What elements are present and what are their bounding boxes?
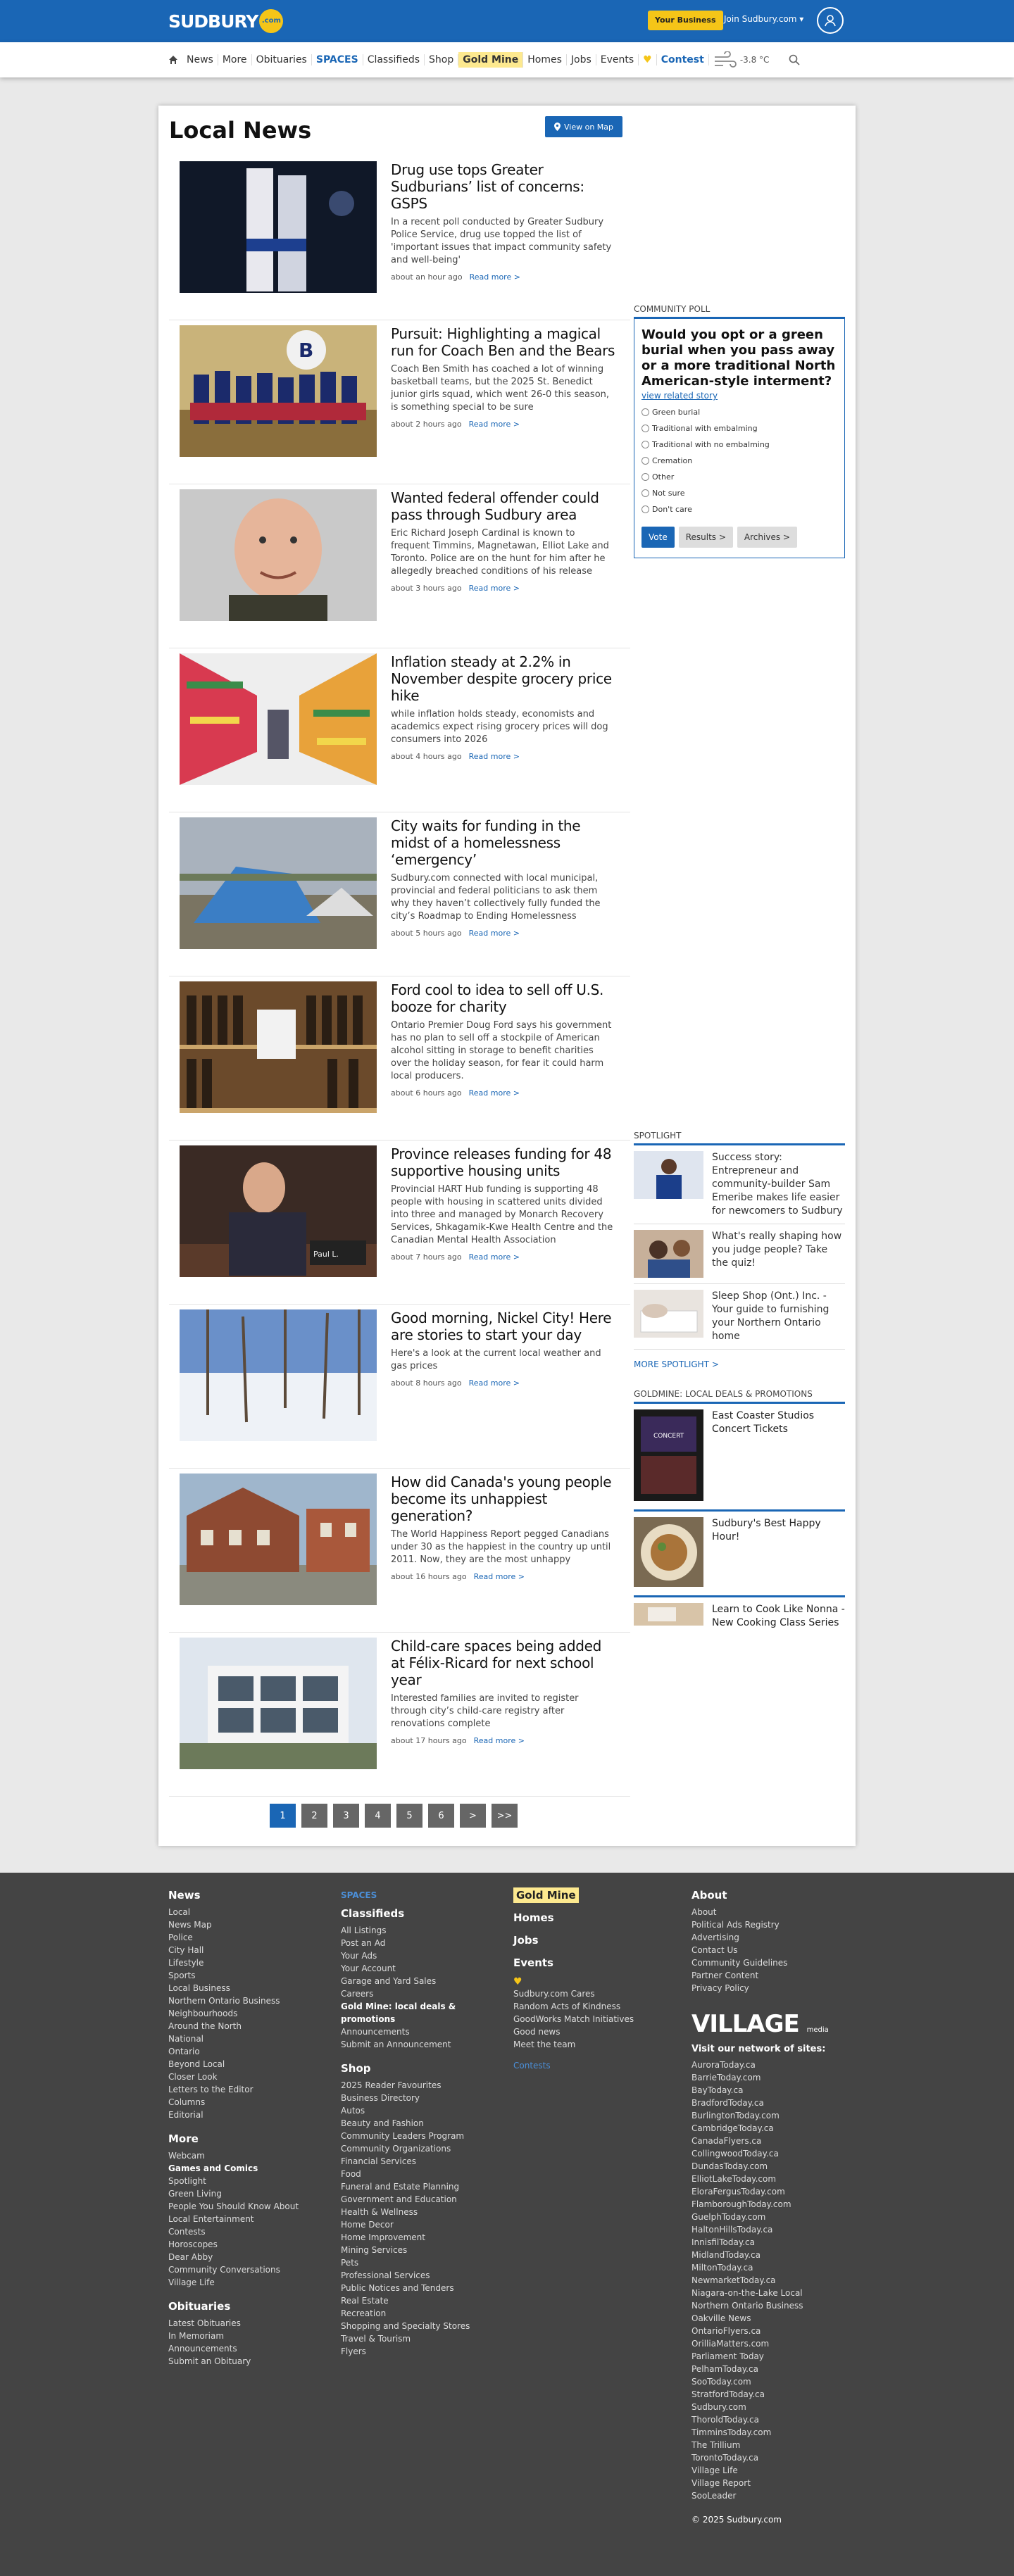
article-thumbnail[interactable] xyxy=(180,817,377,949)
footer-classifieds-link[interactable]: Gold Mine: local deals & promotions xyxy=(341,2002,456,2024)
footer-shop-link[interactable]: Community Leaders Program xyxy=(341,2131,465,2141)
network-site-link[interactable]: StratfordToday.ca xyxy=(691,2389,765,2399)
network-site-link[interactable]: OrilliaMatters.com xyxy=(691,2339,770,2349)
read-more-link[interactable]: Read more > xyxy=(469,272,520,282)
footer-news-link[interactable]: Northern Ontario Business xyxy=(168,1996,280,2006)
article-thumbnail[interactable] xyxy=(180,653,377,785)
network-site-link[interactable]: Oakville News xyxy=(691,2313,751,2323)
footer-shop-heading[interactable]: Shop xyxy=(341,2062,371,2075)
footer-community-link[interactable]: Sudbury.com Cares xyxy=(513,1989,595,1999)
article-thumbnail[interactable] xyxy=(180,1638,377,1769)
network-heading: Visit our network of sites: xyxy=(691,2044,826,2054)
footer-news-link[interactable]: Sports xyxy=(168,1971,196,1980)
footer-obit-link[interactable]: Announcements xyxy=(168,2344,237,2354)
main-nav xyxy=(0,42,1014,77)
article-meta xyxy=(391,1088,616,1098)
article-item[interactable] xyxy=(169,484,630,648)
footer-classifieds-link[interactable]: Post an Ad xyxy=(341,1938,386,1948)
poll-option-label: Not sure xyxy=(652,489,685,498)
footer-shop-link[interactable]: Public Notices and Tenders xyxy=(341,2283,454,2293)
article-title[interactable]: Inflation steady at 2.2% in November despite grocery price hike xyxy=(391,653,612,704)
last-page[interactable]: >> xyxy=(492,1804,518,1828)
poll-option[interactable] xyxy=(641,472,837,482)
goldmine-image[interactable] xyxy=(634,1603,703,1630)
article-time: about 6 hours ago xyxy=(391,1088,462,1098)
footer-obit-heading[interactable]: Obituaries xyxy=(168,2300,231,2313)
footer-shop-link[interactable]: Funeral and Estate Planning xyxy=(341,2182,460,2192)
read-more-link[interactable]: Read more > xyxy=(468,929,520,938)
article-summary: Provincial HART Hub funding is supporting 48 people with housing in scattered units divided into three and managed by Monarch Recovery Services, Shkagamik-Kwe Health Centre and the Canadian Mental Health Association xyxy=(391,1184,613,1245)
footer-obit-link[interactable]: Latest Obituaries xyxy=(168,2318,241,2328)
goldmine-item[interactable] xyxy=(634,1404,845,1512)
footer-homes[interactable]: Homes xyxy=(513,1911,554,1924)
footer-more-link[interactable]: Local Entertainment xyxy=(168,2214,254,2224)
article-summary: Eric Richard Joseph Cardinal is known to frequent Timmins, Magnetawan, Elliot Lake and Toronto. Police are on the hunt for him after he allegedly breached conditions of his release xyxy=(391,528,609,577)
article-time: about 2 hours ago xyxy=(391,420,462,429)
account-button[interactable] xyxy=(817,7,844,34)
footer-col-about xyxy=(691,1889,846,2525)
footer-gold-mine[interactable]: Gold Mine xyxy=(513,1887,579,1903)
article-time: about 17 hours ago xyxy=(391,1736,467,1745)
nav-news[interactable]: News xyxy=(182,54,218,65)
footer-news-link[interactable]: Local Business xyxy=(168,1983,230,1993)
weather-temp: -3.8 °C xyxy=(739,55,770,65)
footer-news-link[interactable]: Editorial xyxy=(168,2110,204,2120)
footer-shop-link[interactable]: Food xyxy=(341,2169,361,2179)
svg-text:CONCERT: CONCERT xyxy=(653,1433,684,1440)
article-meta xyxy=(391,272,616,282)
results-button[interactable]: Results > xyxy=(679,527,733,548)
goldmine-image[interactable] xyxy=(634,1517,703,1590)
goldmine-title[interactable]: East Coaster Studios Concert Tickets xyxy=(712,1410,815,1435)
footer-shop-link[interactable]: Autos xyxy=(341,2106,365,2116)
nav-homes[interactable]: Homes xyxy=(523,54,567,65)
network-site-link[interactable]: ElliotLakeToday.com xyxy=(691,2174,777,2184)
footer-about-heading[interactable]: About xyxy=(691,1889,727,1902)
more-spotlight-link[interactable]: MORE SPOTLIGHT > xyxy=(634,1359,719,1369)
footer-community-link[interactable]: GoodWorks Match Initiatives xyxy=(513,2014,634,2024)
article-time: about an hour ago xyxy=(391,272,463,282)
svg-text:B: B xyxy=(299,339,314,362)
footer-shop-link[interactable]: Recreation xyxy=(341,2308,387,2318)
article-meta xyxy=(391,1736,616,1745)
footer-shop-link[interactable]: Government and Education xyxy=(341,2194,457,2204)
radio-icon[interactable] xyxy=(641,457,649,465)
nav-more[interactable]: More xyxy=(218,54,252,65)
footer-shop-link[interactable]: Home Decor xyxy=(341,2220,394,2230)
article-meta xyxy=(391,752,616,761)
footer-shop-link[interactable]: Beauty and Fashion xyxy=(341,2118,424,2128)
goldmine-section xyxy=(634,1389,845,1635)
page-4[interactable]: 4 xyxy=(365,1804,391,1828)
read-more-link[interactable]: Read more > xyxy=(468,420,520,429)
footer-col-classifieds xyxy=(341,1889,496,2358)
poll-option-label: Other xyxy=(652,472,675,482)
footer-about-link[interactable]: Political Ads Registry xyxy=(691,1920,780,1930)
network-site-link[interactable]: HaltonHillsToday.ca xyxy=(691,2225,773,2235)
footer-news-link[interactable]: Columns xyxy=(168,2097,206,2107)
footer-shop-link[interactable]: Travel & Tourism xyxy=(341,2334,411,2344)
nav-gold-mine[interactable]: Gold Mine xyxy=(458,52,523,68)
map-pin-icon xyxy=(554,122,561,131)
footer-shop-link[interactable]: Business Directory xyxy=(341,2093,420,2103)
radio-icon[interactable] xyxy=(641,425,649,432)
community-poll xyxy=(634,304,845,558)
article-item[interactable] xyxy=(169,976,630,1141)
footer-more-link[interactable]: Games and Comics xyxy=(168,2163,258,2173)
footer-about-link[interactable]: Contact Us xyxy=(691,1945,738,1955)
article-title[interactable]: Good morning, Nickel City! Here are stories to start your day xyxy=(391,1309,612,1343)
network-site-link[interactable]: GuelphToday.com xyxy=(691,2212,766,2222)
footer-about-link[interactable]: Advertising xyxy=(691,1933,739,1942)
footer-shop-link[interactable]: Health & Wellness xyxy=(341,2207,418,2217)
footer-about-link[interactable]: About xyxy=(691,1907,717,1917)
network-site-link[interactable]: TorontoToday.ca xyxy=(691,2453,759,2463)
content-card xyxy=(158,106,856,1846)
article-summary: Here's a look at the current local weather and gas prices xyxy=(391,1348,601,1371)
article-meta xyxy=(391,584,616,593)
network-site-link[interactable]: MidlandToday.ca xyxy=(691,2250,760,2260)
poll-option[interactable] xyxy=(641,424,837,433)
radio-icon[interactable] xyxy=(641,505,649,513)
footer-news-link[interactable]: Letters to the Editor xyxy=(168,2085,254,2094)
footer-news-link[interactable]: Around the North xyxy=(168,2021,242,2031)
article-thumbnail[interactable] xyxy=(180,981,377,1113)
article-item[interactable] xyxy=(169,648,630,812)
footer-classifieds-link[interactable]: Careers xyxy=(341,1989,374,1999)
heart-icon: ♥ xyxy=(513,1976,522,1987)
network-site-link[interactable]: Niagara-on-the-Lake Local xyxy=(691,2288,803,2298)
article-item[interactable] xyxy=(169,320,630,484)
network-site-link[interactable]: DundasToday.com xyxy=(691,2161,768,2171)
network-site-link[interactable]: InnisfilToday.ca xyxy=(691,2237,755,2247)
read-more-link[interactable]: Read more > xyxy=(468,584,520,593)
your-business-button[interactable]: Your Business xyxy=(648,11,723,30)
footer-news-link[interactable]: City Hall xyxy=(168,1945,204,1955)
radio-icon[interactable] xyxy=(641,473,649,481)
network-site-link[interactable]: NewmarketToday.ca xyxy=(691,2275,776,2285)
goldmine-title[interactable]: Sudbury's Best Happy Hour! xyxy=(712,1518,821,1543)
footer-shop-link[interactable]: Home Improvement xyxy=(341,2232,425,2242)
page-title: Local News xyxy=(169,117,312,144)
footer-community-link[interactable]: Random Acts of Kindness xyxy=(513,2002,621,2011)
article-meta xyxy=(391,1572,616,1581)
article-summary: In a recent poll conducted by Greater Sudbury Police Service, drug use topped the list of 'important issues that impact community safety and well-being' xyxy=(391,217,612,265)
footer-news-link[interactable]: Local xyxy=(168,1907,191,1917)
footer-more-link[interactable]: Webcam xyxy=(168,2151,205,2161)
heart-icon[interactable]: ♥ xyxy=(639,54,657,65)
footer-shop-link[interactable]: Real Estate xyxy=(341,2296,389,2306)
article-summary: while inflation holds steady, economists and academics expect rising grocery prices will dog consumers into 2026 xyxy=(391,709,608,745)
article-meta xyxy=(391,420,616,429)
poll-option[interactable] xyxy=(641,505,837,514)
footer-more-link[interactable]: Village Life xyxy=(168,2277,215,2287)
article-title[interactable]: How did Canada's young people become its unhappiest generation? xyxy=(391,1474,612,1524)
page-6[interactable]: 6 xyxy=(428,1804,454,1828)
footer-classifieds-link[interactable]: Your Ads xyxy=(341,1951,377,1961)
page-5[interactable]: 5 xyxy=(396,1804,423,1828)
goldmine-heading: GOLDMINE: LOCAL DEALS & PROMOTIONS xyxy=(634,1389,845,1404)
article-time: about 16 hours ago xyxy=(391,1572,467,1581)
footer-classifieds-link[interactable]: All Listings xyxy=(341,1925,387,1935)
article-meta xyxy=(391,1378,616,1388)
article-meta xyxy=(391,1252,616,1262)
nav-contest[interactable]: Contest xyxy=(657,54,709,65)
article-summary: The World Happiness Report pegged Canadians under 30 as the happiest in the country up until 2011. Now, they are the most unhappy xyxy=(391,1529,611,1565)
network-site-link[interactable]: FlamboroughToday.com xyxy=(691,2199,791,2209)
spotlight-image[interactable] xyxy=(634,1290,703,1338)
next-page[interactable]: > xyxy=(460,1804,486,1828)
join-link[interactable]: Join Sudbury.com ▾ xyxy=(724,14,804,24)
spotlight-item[interactable] xyxy=(634,1284,845,1350)
footer-more-link[interactable]: Dear Abby xyxy=(168,2252,213,2262)
network-site-link[interactable]: Sudbury.com xyxy=(691,2402,746,2412)
village-logo-sub: media xyxy=(806,2026,829,2034)
network-site-link[interactable]: OntarioFlyers.ca xyxy=(691,2326,761,2336)
read-more-link[interactable]: Read more > xyxy=(468,752,520,761)
poll-option-label: Cremation xyxy=(652,456,693,465)
read-more-link[interactable]: Read more > xyxy=(468,1378,520,1388)
wind-icon xyxy=(713,51,737,68)
nav-classifieds[interactable]: Classifieds xyxy=(363,54,425,65)
article-title[interactable]: Drug use tops Greater Sudburians’ list of concerns: GSPS xyxy=(391,161,584,212)
spotlight-title[interactable]: Success story: Entrepreneur and community-builder Sam Emeribe makes life easier for newcomers to Sudbury xyxy=(712,1152,843,1217)
page-1[interactable]: 1 xyxy=(270,1804,296,1828)
network-site-link[interactable]: Village Report xyxy=(691,2478,751,2488)
network-site-link[interactable]: BurlingtonToday.com xyxy=(691,2111,780,2121)
read-more-link[interactable]: Read more > xyxy=(473,1736,525,1745)
footer-about-link[interactable]: Community Guidelines xyxy=(691,1958,788,1968)
article-thumbnail[interactable] xyxy=(180,1145,377,1277)
footer-jobs[interactable]: Jobs xyxy=(513,1934,539,1947)
page-2[interactable]: 2 xyxy=(301,1804,327,1828)
footer-shop-link[interactable]: Flyers xyxy=(341,2346,366,2356)
spotlight-heading: SPOTLIGHT xyxy=(634,1131,845,1145)
network-site-link[interactable]: AuroraToday.ca xyxy=(691,2060,756,2070)
spotlight-section xyxy=(634,1131,845,1369)
article-time: about 8 hours ago xyxy=(391,1378,462,1388)
footer-news-link[interactable]: National xyxy=(168,2034,204,2044)
article-time: about 5 hours ago xyxy=(391,929,462,938)
footer-community-link[interactable]: Good news xyxy=(513,2027,561,2037)
footer-news-link[interactable]: Police xyxy=(168,1933,193,1942)
village-logo-text: VILLAGE xyxy=(691,2010,799,2038)
article-title[interactable]: Province releases funding for 48 supportive housing units xyxy=(391,1145,612,1179)
article-summary: Ontario Premier Doug Ford says his government has no plan to sell off a stockpile of American alcohol sitting in storage to benefit charities over the holiday season, for fear it could harm local producers. xyxy=(391,1020,612,1081)
goldmine-title[interactable]: Learn to Cook Like Nonna - New Cooking Class Series xyxy=(712,1604,845,1628)
network-site-link[interactable]: CanadaFlyers.ca xyxy=(691,2136,762,2146)
footer-news-link[interactable]: News Map xyxy=(168,1920,212,1930)
poll-option[interactable] xyxy=(641,408,837,417)
poll-option-label: Green burial xyxy=(652,408,701,417)
poll-heading: COMMUNITY POLL xyxy=(634,304,845,319)
article-list xyxy=(169,156,630,1797)
network-site-link[interactable]: SooLeader xyxy=(691,2491,737,2501)
network-site-link[interactable]: PelhamToday.ca xyxy=(691,2364,758,2374)
poll-option[interactable] xyxy=(641,456,837,465)
footer-news-link[interactable]: Ontario xyxy=(168,2047,200,2056)
spotlight-image[interactable] xyxy=(634,1151,703,1199)
network-site-link[interactable]: BayToday.ca xyxy=(691,2085,744,2095)
footer-contests[interactable]: Contests xyxy=(513,2061,551,2071)
footer-spaces[interactable]: SPACES xyxy=(341,1890,377,1900)
article-item[interactable] xyxy=(169,156,630,320)
related-story-link[interactable]: view related story xyxy=(641,391,718,401)
site-footer xyxy=(0,1873,1014,2576)
article-item[interactable] xyxy=(169,812,630,976)
footer-shop-link[interactable]: 2025 Reader Favourites xyxy=(341,2080,442,2090)
footer-col-goldmine xyxy=(513,1889,668,2072)
logo-badge: .com xyxy=(259,9,283,33)
footer-more-link[interactable]: Horoscopes xyxy=(168,2239,218,2249)
network-site-link[interactable]: BarrieToday.com xyxy=(691,2073,761,2082)
goldmine-image[interactable] xyxy=(634,1409,703,1504)
footer-more-link[interactable]: People You Should Know About xyxy=(168,2201,299,2211)
nav-obituaries[interactable]: Obituaries xyxy=(252,54,312,65)
footer-community-link[interactable]: Meet the team xyxy=(513,2040,576,2049)
footer-news-link[interactable]: Neighbourhoods xyxy=(168,2009,238,2018)
article-time: about 4 hours ago xyxy=(391,752,462,761)
footer-shop-link[interactable]: Shopping and Specialty Stores xyxy=(341,2321,470,2331)
view-on-map-label: View on Map xyxy=(563,122,613,132)
radio-icon[interactable] xyxy=(641,408,649,416)
poll-option[interactable] xyxy=(641,489,837,498)
footer-about-link[interactable]: Privacy Policy xyxy=(691,1983,749,1993)
read-more-link[interactable]: Read more > xyxy=(468,1252,520,1262)
poll-option-label: Don't care xyxy=(652,505,692,514)
network-site-link[interactable]: CambridgeToday.ca xyxy=(691,2123,774,2133)
article-item[interactable] xyxy=(169,1633,630,1797)
goldmine-item[interactable] xyxy=(634,1597,845,1635)
footer-classifieds-heading[interactable]: Classifieds xyxy=(341,1907,405,1920)
archives-button[interactable]: Archives > xyxy=(737,527,797,548)
spotlight-title[interactable]: Sleep Shop (Ont.) Inc. - Your guide to furnishing your Northern Ontario home xyxy=(712,1290,830,1342)
article-thumbnail[interactable] xyxy=(180,161,377,293)
user-icon xyxy=(823,13,837,27)
article-item[interactable] xyxy=(169,1469,630,1633)
footer-shop-link[interactable]: Pets xyxy=(341,2258,359,2268)
village-media-logo[interactable] xyxy=(691,2010,846,2038)
footer-classifieds-link[interactable]: Announcements xyxy=(341,2027,410,2037)
article-thumbnail[interactable] xyxy=(180,1309,377,1441)
footer-events[interactable]: Events xyxy=(513,1956,553,1969)
article-thumbnail[interactable] xyxy=(180,489,377,621)
page-3[interactable]: 3 xyxy=(333,1804,359,1828)
view-on-map-button[interactable] xyxy=(545,116,622,137)
footer-more-heading[interactable]: More xyxy=(168,2132,199,2145)
article-title[interactable]: Ford cool to idea to sell off U.S. booze for charity xyxy=(391,981,604,1015)
spotlight-item[interactable] xyxy=(634,1145,845,1224)
footer-more-link[interactable]: Contests xyxy=(168,2227,206,2237)
article-summary: Sudbury.com connected with local municipal, provincial and federal politicians to ask them why they haven’t collectively fully funded the city’s Roadmap to Ending Homelessness xyxy=(391,873,601,922)
article-item[interactable] xyxy=(169,1305,630,1469)
radio-icon[interactable] xyxy=(641,489,649,497)
read-more-link[interactable]: Read more > xyxy=(468,1088,520,1098)
footer-news-heading[interactable]: News xyxy=(168,1889,201,1902)
network-site-link[interactable]: TimminsToday.com xyxy=(691,2427,772,2437)
network-site-link[interactable]: EloraFergusToday.com xyxy=(691,2187,785,2197)
poll-option-label: Traditional with embalming xyxy=(652,424,758,433)
radio-icon[interactable] xyxy=(641,441,649,448)
network-site-link[interactable]: SooToday.com xyxy=(691,2377,751,2387)
footer-shop-link[interactable]: Professional Services xyxy=(341,2270,430,2280)
article-time: about 7 hours ago xyxy=(391,1252,462,1262)
article-summary: Coach Ben Smith has coached a lot of winning basketball teams, but the 2025 St. Benedict junior girls squad, which went 26-0 this season, is something special to be sure xyxy=(391,364,610,413)
spotlight-item[interactable] xyxy=(634,1224,845,1284)
poll-question: Would you opt or a green burial when you pass away or a more traditional North American-style interment? xyxy=(641,327,836,389)
copyright: © 2025 Sudbury.com xyxy=(691,2515,782,2525)
article-thumbnail[interactable] xyxy=(180,1474,377,1605)
article-title[interactable]: Child-care spaces being added at Félix-Ricard for next school year xyxy=(391,1638,602,1688)
nav-events[interactable]: Events xyxy=(596,54,639,65)
nav-jobs[interactable]: Jobs xyxy=(567,54,596,65)
network-site-link[interactable]: CollingwoodToday.ca xyxy=(691,2149,779,2159)
footer-news-link[interactable]: Beyond Local xyxy=(168,2059,225,2069)
goldmine-item[interactable] xyxy=(634,1512,845,1597)
network-site-link[interactable]: ThoroldToday.ca xyxy=(691,2415,759,2425)
weather-widget[interactable] xyxy=(713,51,770,68)
footer-shop-link[interactable]: Community Organizations xyxy=(341,2144,451,2154)
network-site-link[interactable]: Village Life xyxy=(691,2465,738,2475)
search-icon[interactable] xyxy=(789,54,800,65)
footer-news-link[interactable]: Lifestyle xyxy=(168,1958,204,1968)
network-site-link[interactable]: MiltonToday.ca xyxy=(691,2263,753,2273)
site-logo[interactable] xyxy=(168,8,283,34)
home-icon[interactable] xyxy=(168,55,178,65)
footer-more-link[interactable]: Green Living xyxy=(168,2189,222,2199)
nav-spaces[interactable]: SPACES xyxy=(312,54,363,65)
footer-about-link[interactable]: Partner Content xyxy=(691,1971,759,1980)
network-site-link[interactable]: BradfordToday.ca xyxy=(691,2098,764,2108)
footer-classifieds-link[interactable]: Submit an Announcement xyxy=(341,2040,451,2049)
network-site-link[interactable]: Northern Ontario Business xyxy=(691,2301,803,2311)
read-more-link[interactable]: Read more > xyxy=(473,1572,525,1581)
svg-text:Paul L.: Paul L. xyxy=(313,1250,339,1259)
top-header xyxy=(0,0,1014,42)
article-title[interactable]: Wanted federal offender could pass through Sudbury area xyxy=(391,489,599,523)
article-title[interactable]: City waits for funding in the midst of a homelessness ‘emergency’ xyxy=(391,817,581,868)
footer-more-link[interactable]: Community Conversations xyxy=(168,2265,280,2275)
network-site-link[interactable]: The Trillium xyxy=(691,2440,741,2450)
footer-shop-link[interactable]: Mining Services xyxy=(341,2245,408,2255)
footer-obit-link[interactable]: In Memoriam xyxy=(168,2331,225,2341)
footer-more-link[interactable]: Spotlight xyxy=(168,2176,206,2186)
network-site-link[interactable]: Parliament Today xyxy=(691,2351,764,2361)
article-thumbnail[interactable] xyxy=(180,325,377,457)
article-item[interactable] xyxy=(169,1141,630,1305)
article-summary: Interested families are invited to register through city’s child-care registry after renovations complete xyxy=(391,1693,579,1729)
footer-shop-link[interactable]: Financial Services xyxy=(341,2156,416,2166)
poll-option[interactable] xyxy=(641,440,837,449)
spotlight-image[interactable] xyxy=(634,1230,703,1278)
logo-text: SUDBURY xyxy=(168,11,258,32)
article-time: about 3 hours ago xyxy=(391,584,462,593)
footer-col-news xyxy=(168,1889,323,2368)
article-meta xyxy=(391,929,616,938)
nav-shop[interactable]: Shop xyxy=(425,54,458,65)
footer-obit-link[interactable]: Submit an Obituary xyxy=(168,2356,251,2366)
footer-classifieds-link[interactable]: Garage and Yard Sales xyxy=(341,1976,437,1986)
poll-option-label: Traditional with no embalming xyxy=(652,440,770,449)
footer-news-link[interactable]: Closer Look xyxy=(168,2072,218,2082)
spotlight-title[interactable]: What's really shaping how you judge people? Take the quiz! xyxy=(712,1231,842,1269)
footer-classifieds-link[interactable]: Your Account xyxy=(341,1964,396,1973)
article-title[interactable]: Pursuit: Highlighting a magical run for Coach Ben and the Bears xyxy=(391,325,615,359)
vote-button[interactable]: Vote xyxy=(641,527,675,548)
pagination xyxy=(270,1804,518,1828)
